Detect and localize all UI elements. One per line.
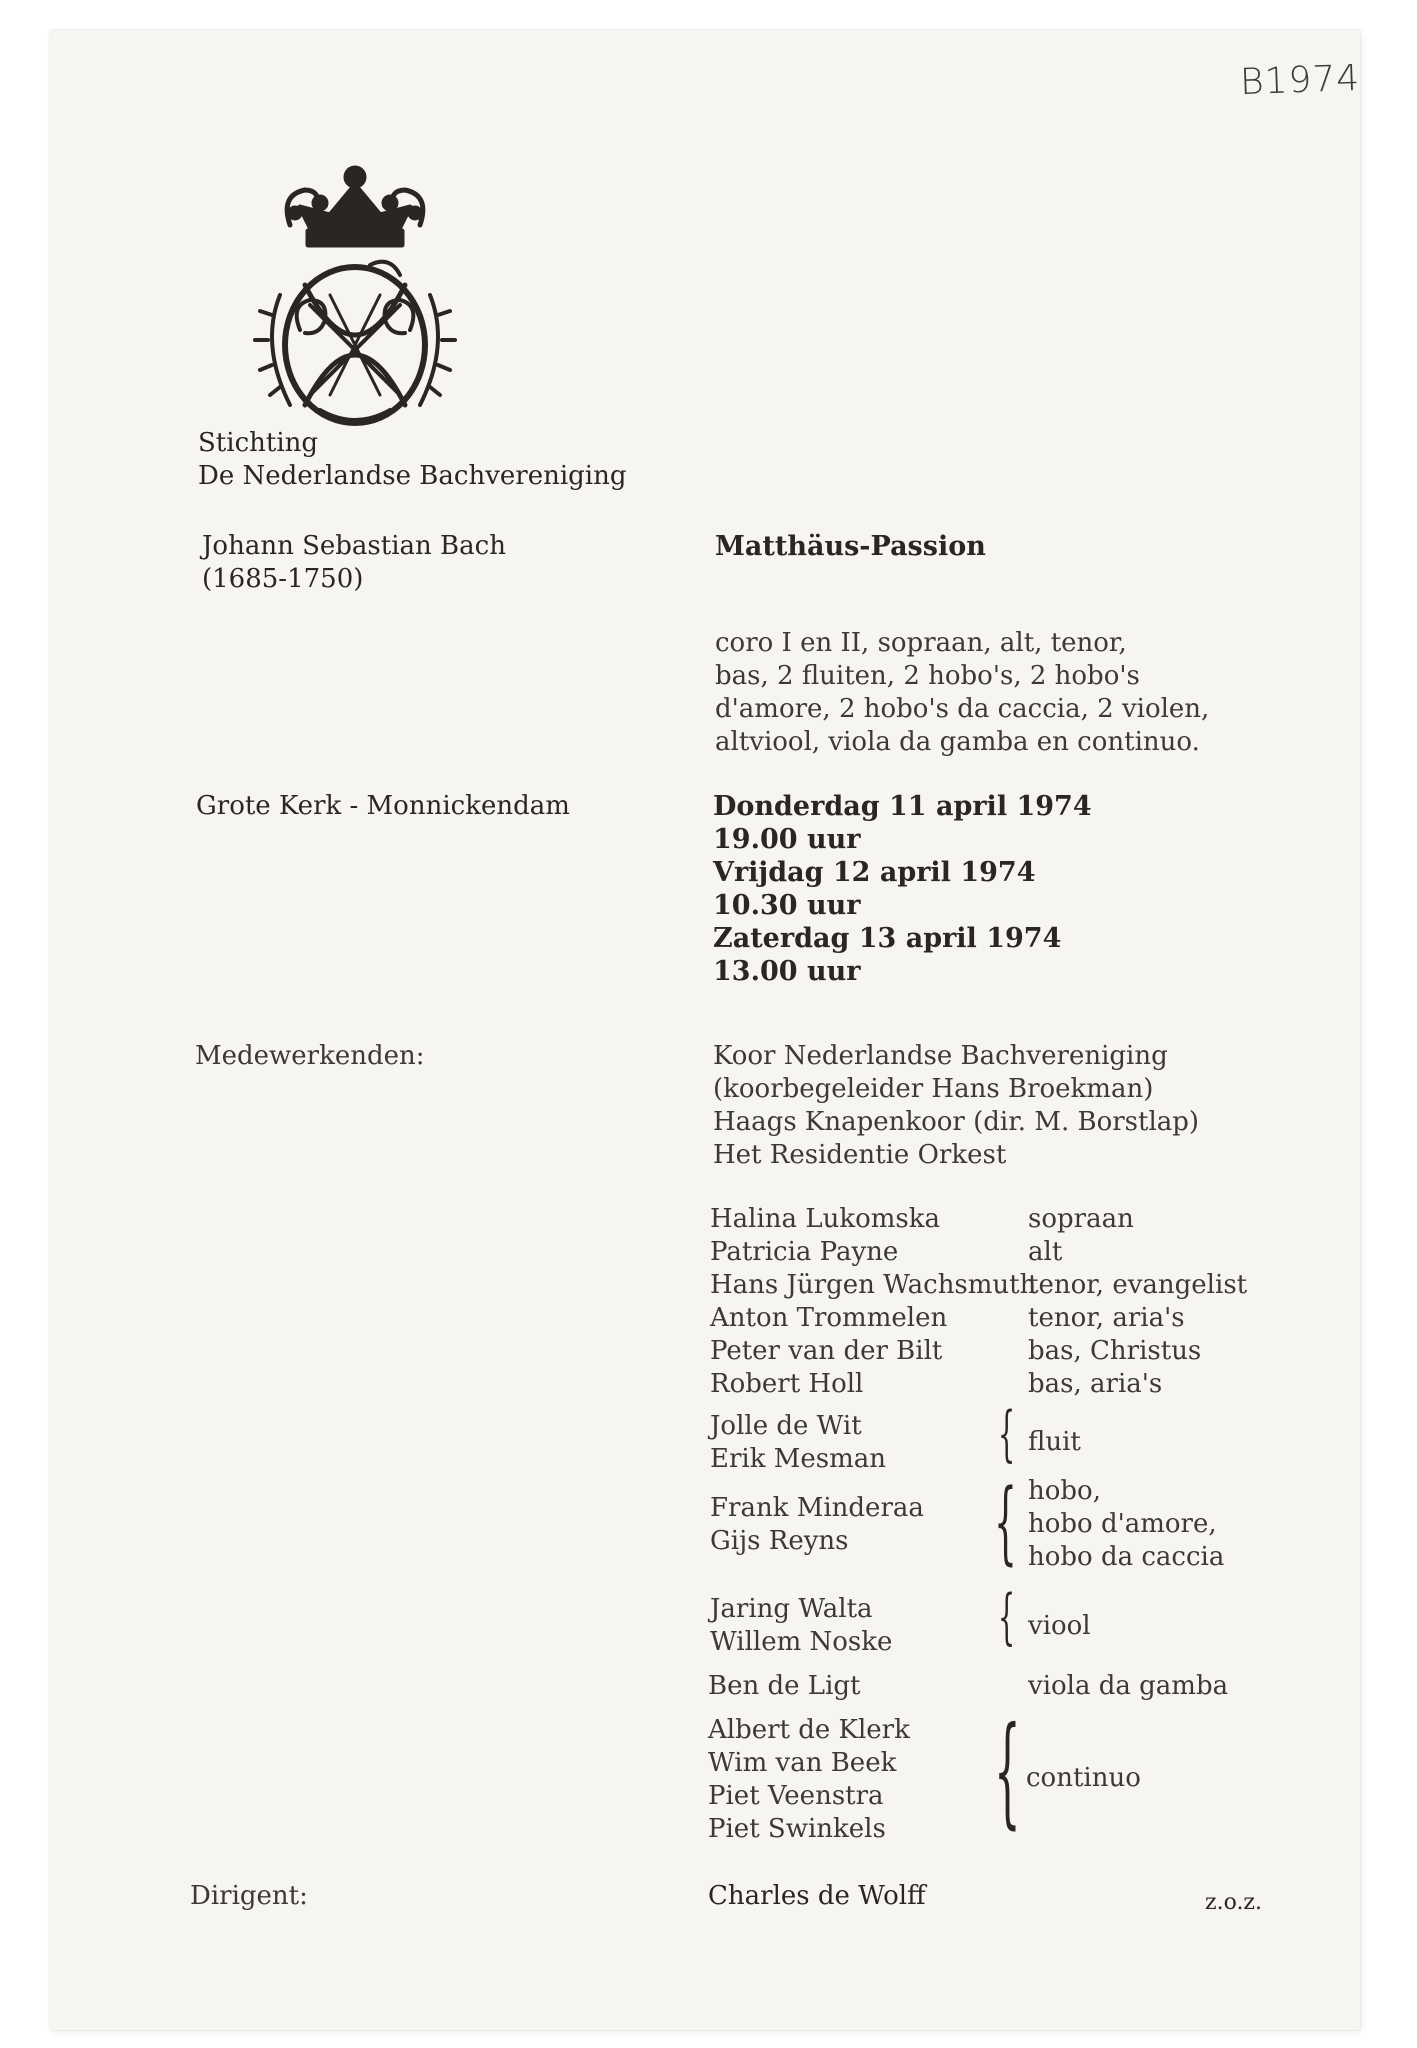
player-name: Ben de Ligt bbox=[708, 1671, 861, 1701]
soloist-names bbox=[710, 1203, 1036, 1401]
scoring-line: coro I en II, sopraan, alt, tenor, bbox=[715, 628, 1127, 658]
performance-date: Zaterdag 13 april 1974 bbox=[713, 923, 1062, 954]
work-title: Matthäus-Passion bbox=[715, 531, 986, 562]
soloist-role: tenor, evangelist bbox=[1028, 1270, 1248, 1300]
player-name: Piet Veenstra bbox=[708, 1781, 884, 1811]
performance-date: Vrijdag 12 april 1974 bbox=[713, 857, 1036, 888]
scoring-line: bas, 2 fluiten, 2 hobo's, 2 hobo's bbox=[715, 661, 1140, 691]
brace-icon: { bbox=[994, 1470, 1017, 1575]
ensemble-line: Het Residentie Orkest bbox=[713, 1140, 1007, 1170]
organization-line-1: Stichting bbox=[198, 428, 319, 458]
soloist-name: Patricia Payne bbox=[710, 1237, 899, 1267]
organization-name bbox=[198, 427, 627, 493]
instrument-group-gamba-role bbox=[1028, 1670, 1228, 1703]
participants-label: Medewerkenden: bbox=[195, 1041, 425, 1071]
player-role: hobo, bbox=[1028, 1476, 1101, 1506]
instrument-group-flute-role bbox=[1028, 1426, 1081, 1459]
instrument-group-violin-names bbox=[710, 1593, 892, 1659]
soloist-name: Hans Jürgen Wachsmuth bbox=[710, 1270, 1037, 1300]
instrument-group-gamba-names bbox=[708, 1670, 860, 1703]
soloist-name: Anton Trommelen bbox=[710, 1303, 948, 1333]
instrument-group-oboe-role bbox=[1028, 1475, 1224, 1574]
instrument-group-violin-role bbox=[1028, 1610, 1091, 1643]
handwritten-archive-note: B1974 bbox=[1239, 57, 1361, 104]
instrument-group-flute-names bbox=[710, 1410, 886, 1476]
performance-schedule bbox=[713, 790, 1092, 988]
brace-icon: { bbox=[998, 1399, 1016, 1469]
player-role: hobo d'amore, bbox=[1028, 1509, 1217, 1539]
ensembles-list bbox=[713, 1040, 1199, 1172]
soloist-name: Halina Lukomska bbox=[710, 1204, 940, 1234]
composer-block bbox=[202, 530, 506, 596]
soloist-role: tenor, aria's bbox=[1028, 1303, 1185, 1333]
performance-time: 13.00 uur bbox=[713, 956, 861, 987]
conductor-name: Charles de Wolff bbox=[708, 1881, 926, 1911]
bach-monogram-seal-logo bbox=[250, 155, 460, 435]
scoring-line: altviool, viola da gamba en continuo. bbox=[715, 727, 1200, 757]
instrument-group-continuo-names bbox=[708, 1714, 910, 1846]
performance-time: 19.00 uur bbox=[713, 824, 861, 855]
brace-icon: { bbox=[998, 1582, 1016, 1652]
soloist-name: Peter van der Bilt bbox=[710, 1336, 943, 1366]
conductor-label: Dirigent: bbox=[190, 1881, 308, 1911]
soloist-role: sopraan bbox=[1028, 1204, 1134, 1234]
soloist-role: bas, aria's bbox=[1028, 1369, 1163, 1399]
instrument-group-continuo-role bbox=[1026, 1762, 1141, 1795]
ensemble-line: Koor Nederlandse Bachvereniging bbox=[713, 1041, 1168, 1071]
player-role: fluit bbox=[1028, 1427, 1081, 1457]
instrument-group-oboe-names bbox=[710, 1492, 924, 1558]
ensemble-line: Haags Knapenkoor (dir. M. Borstlap) bbox=[713, 1107, 1200, 1137]
player-role: continuo bbox=[1026, 1763, 1141, 1793]
page-turn-note: z.o.z. bbox=[1205, 1890, 1263, 1915]
program-sheet bbox=[50, 30, 1360, 2030]
ensemble-line: (koorbegeleider Hans Broekman) bbox=[713, 1074, 1154, 1104]
organization-line-2: De Nederlandse Bachvereniging bbox=[198, 461, 627, 491]
composer-name: Johann Sebastian Bach bbox=[202, 531, 506, 561]
player-name: Willem Noske bbox=[710, 1627, 893, 1657]
soloist-name: Robert Holl bbox=[710, 1369, 864, 1399]
performance-date: Donderdag 11 april 1974 bbox=[713, 791, 1092, 822]
performance-time: 10.30 uur bbox=[713, 890, 861, 921]
player-role: viola da gamba bbox=[1028, 1671, 1229, 1701]
player-role: hobo da caccia bbox=[1028, 1542, 1225, 1572]
player-name: Wim van Beek bbox=[708, 1748, 897, 1778]
player-name: Piet Swinkels bbox=[708, 1814, 886, 1844]
composer-years: (1685-1750) bbox=[202, 564, 364, 594]
soloist-roles bbox=[1028, 1203, 1247, 1401]
venue: Grote Kerk - Monnickendam bbox=[196, 791, 570, 821]
brace-icon: { bbox=[994, 1702, 1021, 1841]
player-name: Jolle de Wit bbox=[710, 1411, 862, 1441]
player-name: Albert de Klerk bbox=[708, 1715, 910, 1745]
player-name: Erik Mesman bbox=[710, 1444, 886, 1474]
player-name: Frank Minderaa bbox=[710, 1493, 924, 1523]
scoring-line: d'amore, 2 hobo's da caccia, 2 violen, bbox=[715, 694, 1210, 724]
soloist-role: bas, Christus bbox=[1028, 1336, 1202, 1366]
player-role: viool bbox=[1028, 1611, 1091, 1641]
player-name: Gijs Reyns bbox=[710, 1526, 849, 1556]
work-scoring bbox=[715, 627, 1209, 759]
player-name: Jaring Walta bbox=[710, 1594, 873, 1624]
soloist-role: alt bbox=[1028, 1237, 1063, 1267]
